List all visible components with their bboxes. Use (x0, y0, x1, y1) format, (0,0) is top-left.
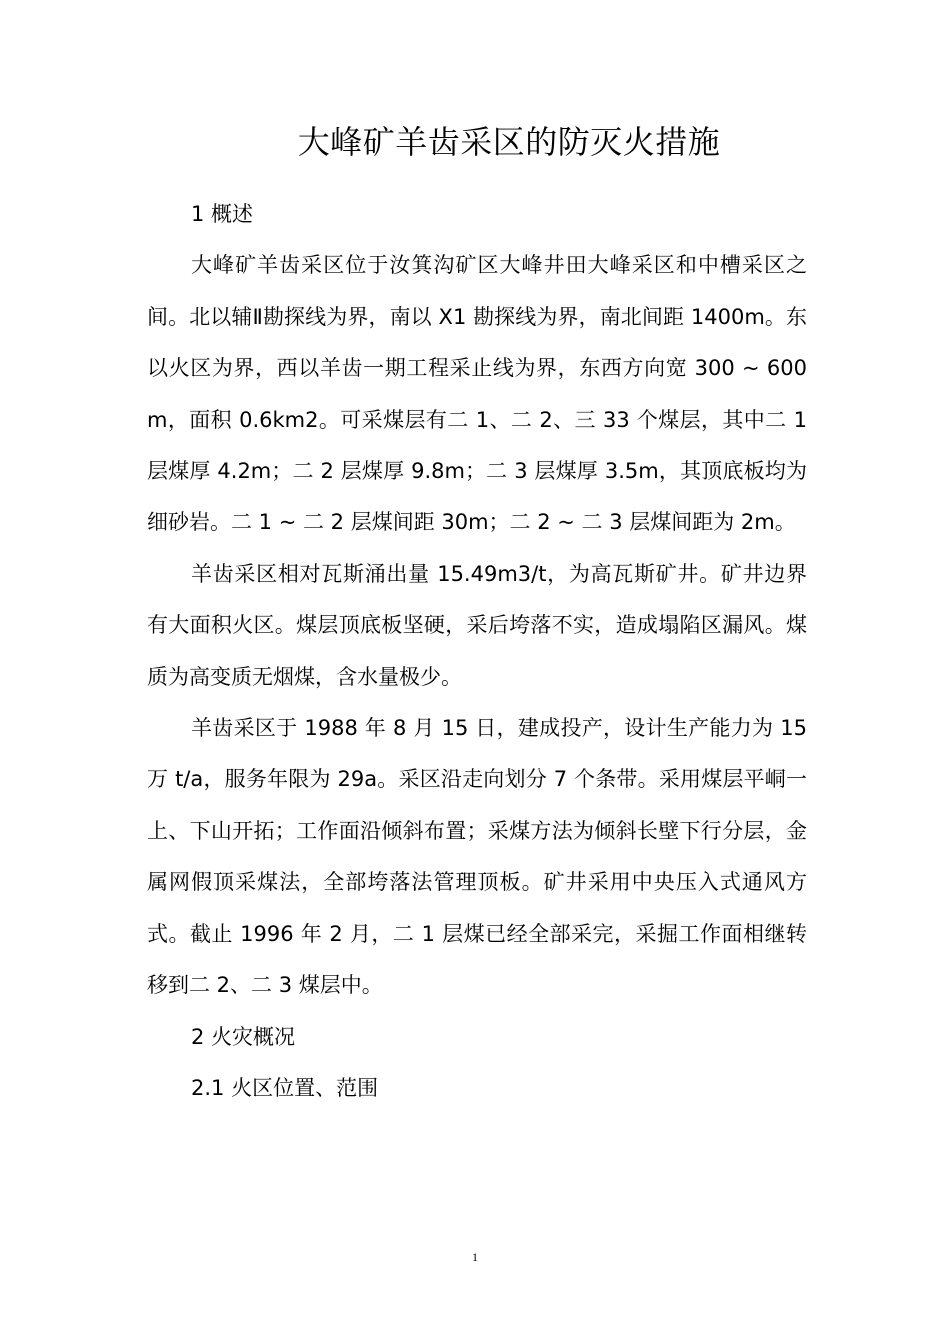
section-heading-overview: 1 概述 (191, 202, 254, 226)
section-heading-fire-overview: 2 火灾概况 (191, 1024, 296, 1049)
page-number: 1 (472, 1250, 478, 1264)
paragraph-location: 大峰矿羊齿采区位于汝箕沟矿区大峰井田大峰采区和中槽采区之间。北以辅Ⅱ勘探线为界，南以 X1 勘探线为界，南北间距 1400m。东以火区为界，西以羊齿一期工程采止线为界，东西方向宽 300 ~ 600m，面积 0.6km2。可采煤层有二 1、二 2、三 33 个煤层，其中二 1 层煤厚 4.2m；二 2 层煤厚 9.8m；二 3 层煤厚 3.5m，其顶底板均为细砂岩。二 1 ~ 二 2 层煤间距 30m；二 2 ~ 二 3 层煤间距为 2m。 (147, 253, 807, 535)
paragraph-production: 羊齿采区于 1988 年 8 月 15 日，建成投产，设计生产能力为 15 万 t/a，服务年限为 29a。采区沿走向划分 7 个条带。采用煤层平峒一上、下山开拓；工作面沿倾斜布置；采煤方法为倾斜长壁下行分层，金属网假顶采煤法，全部垮落法管理顶板。矿井采用中央压入式通风方式。截止 1996 年 2 月，二 1 层煤已经全部采完，采掘工作面相继转移到二 2、二 3 煤层中。 (147, 716, 807, 998)
paragraph-gas: 羊齿采区相对瓦斯涌出量 15.49m3/t，为高瓦斯矿井。矿井边界有大面积火区。煤层顶底板坚硬，采后垮落不实，造成塌陷区漏风。煤质为高变质无烟煤，含水量极少。 (147, 561, 807, 689)
document-body (147, 189, 807, 1114)
subsection-heading-fire-location: 2.1 火区位置、范围 (191, 1075, 379, 1100)
document-title: 大峰矿羊齿采区的防灭火措施 (297, 123, 721, 161)
